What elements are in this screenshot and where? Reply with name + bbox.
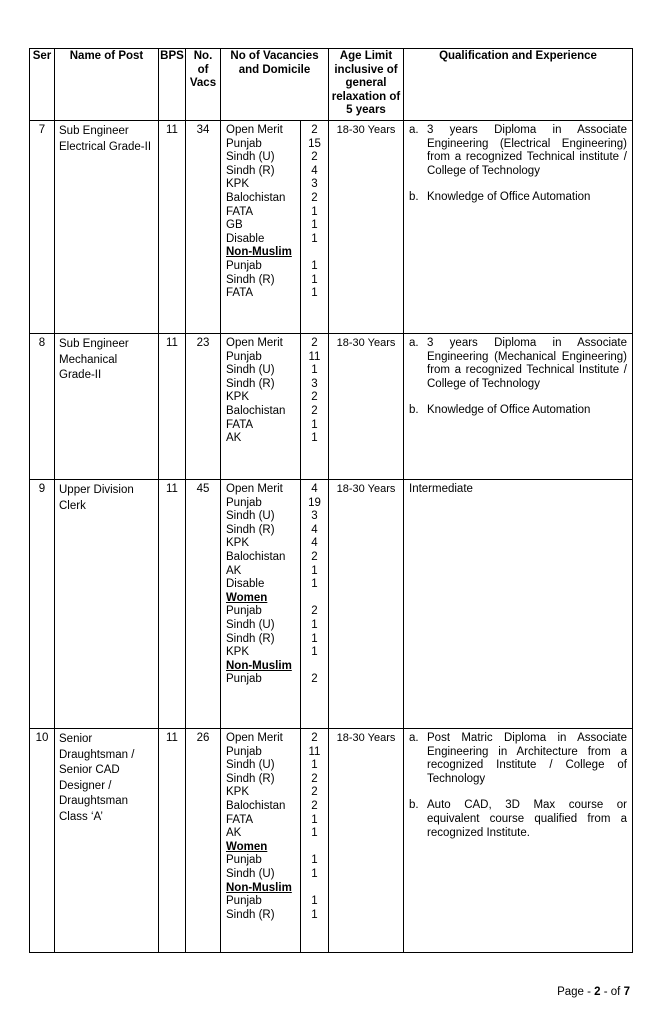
domicile-count: [301, 246, 328, 260]
domicile-cell: [221, 121, 329, 334]
domicile-label: Sindh (U): [226, 618, 275, 631]
domicile-label: KPK: [226, 646, 250, 659]
domicile-label: Balochistan: [226, 404, 286, 417]
domicile-label: Punjab: [226, 496, 262, 509]
domicile-count: 1: [311, 432, 318, 445]
domicile-label: Sindh (U): [226, 759, 275, 772]
domicile-label: Sindh (R): [226, 908, 275, 921]
vacs-cell: 23: [186, 334, 221, 480]
domicile-label: Punjab: [226, 350, 262, 363]
domicile-count: 1: [311, 578, 318, 591]
qualification-marker: a.: [409, 337, 419, 349]
domicile-label: Punjab: [226, 673, 262, 686]
domicile-count: 3: [311, 510, 318, 523]
bps-cell: 11: [159, 121, 186, 334]
ser-cell: 7: [30, 121, 55, 334]
domicile-label: Sindh (U): [226, 510, 275, 523]
qualification-text: Auto CAD, 3D Max course or equivalent course qualified from a recognized Institute.: [427, 799, 627, 839]
header-domicile: No of Vacancies and Domicile: [221, 49, 329, 121]
domicile-count: 3: [311, 377, 318, 390]
age-limit-cell: 18-30 Years: [329, 121, 404, 334]
bps-cell: 11: [159, 729, 186, 953]
domicile-label: Punjab: [226, 745, 262, 758]
domicile-label: KPK: [226, 178, 250, 191]
qualification-text: Intermediate: [409, 483, 473, 495]
domicile-label: Punjab: [226, 854, 262, 867]
qualification-marker: b.: [409, 799, 419, 812]
domicile-count: 1: [311, 219, 318, 232]
domicile-count: 2: [311, 732, 318, 744]
vacs-cell: 26: [186, 729, 221, 953]
domicile-label: GB: [226, 219, 243, 232]
domicile-label: KPK: [226, 537, 250, 550]
ser-cell: 10: [30, 729, 55, 953]
domicile-count: 4: [311, 523, 318, 536]
domicile-count: 1: [311, 618, 318, 631]
domicile-label: Open Merit: [226, 732, 283, 744]
domicile-label: Punjab: [226, 605, 262, 618]
domicile-label: Balochistan: [226, 550, 286, 563]
domicile-label: Sindh (U): [226, 364, 275, 377]
qualification-item: [409, 483, 627, 497]
post-name-cell: Sub Engineer Electrical Grade-II: [55, 121, 159, 334]
vacancies-table: [29, 48, 633, 953]
domicile-label: Sindh (R): [226, 772, 275, 785]
header-bps: BPS: [159, 49, 186, 121]
domicile-count: 1: [311, 759, 318, 772]
domicile-group-header: Non-Muslim: [226, 659, 292, 672]
domicile-count: 1: [311, 232, 318, 245]
qualification-text: Post Matric Diploma in Associate Engineering in Architecture from a recognized Institute / College of Technology: [427, 732, 627, 785]
domicile-label: Balochistan: [226, 799, 286, 812]
domicile-count: 2: [311, 404, 318, 417]
domicile-cell: [221, 729, 329, 953]
domicile-group-header: Women: [226, 591, 268, 604]
table-row: [30, 121, 633, 334]
domicile-count: 1: [311, 564, 318, 577]
domicile-label: Punjab: [226, 259, 262, 272]
domicile-count: 15: [308, 137, 321, 150]
page-current: 2: [594, 986, 601, 998]
qualification-item: [409, 337, 627, 391]
qualification-marker: b.: [409, 191, 419, 204]
domicile-count: 4: [311, 537, 318, 550]
domicile-count: 2: [311, 772, 318, 785]
ser-cell: 9: [30, 480, 55, 729]
domicile-label: AK: [226, 432, 242, 445]
qualification-cell: [404, 729, 633, 953]
domicile-label: KPK: [226, 786, 250, 799]
domicile-count: 1: [311, 287, 318, 300]
qualification-item: [409, 799, 627, 840]
domicile-label: FATA: [226, 813, 254, 826]
qualification-text: Knowledge of Office Automation: [427, 404, 591, 417]
domicile-label: Sindh (U): [226, 867, 275, 880]
domicile-count: 2: [311, 673, 318, 686]
domicile-label: Sindh (U): [226, 151, 275, 164]
qualification-text: Knowledge of Office Automation: [427, 191, 591, 204]
post-name-cell: Upper Division Clerk: [55, 480, 159, 729]
ser-cell: 8: [30, 334, 55, 480]
domicile-count: 1: [311, 418, 318, 431]
qualification-marker: b.: [409, 404, 419, 417]
domicile-label: AK: [226, 564, 242, 577]
qualification-cell: [404, 334, 633, 480]
domicile-count: [301, 841, 328, 855]
domicile-cell: [221, 480, 329, 729]
header-age: Age Limit inclusive of general relaxation of 5 years: [329, 49, 404, 121]
qualification-item: [409, 732, 627, 786]
domicile-count: 1: [311, 867, 318, 880]
domicile-count: 2: [311, 605, 318, 618]
domicile-label: Open Merit: [226, 124, 283, 136]
vacs-cell: 45: [186, 480, 221, 729]
domicile-label: KPK: [226, 391, 250, 404]
domicile-count: 19: [308, 496, 321, 509]
domicile-label: FATA: [226, 287, 254, 300]
domicile-label: Disable: [226, 232, 265, 245]
domicile-count: 1: [311, 908, 318, 921]
age-limit-cell: 18-30 Years: [329, 334, 404, 480]
domicile-count: [301, 882, 328, 896]
table-row: [30, 480, 633, 729]
domicile-label: Sindh (R): [226, 273, 275, 286]
vacs-cell: 34: [186, 121, 221, 334]
qualification-cell: [404, 480, 633, 729]
domicile-count: 1: [311, 854, 318, 867]
domicile-count: 2: [311, 124, 318, 136]
header-qualification: Qualification and Experience: [404, 49, 633, 121]
domicile-count: 1: [311, 259, 318, 272]
qualification-text: 3 years Diploma in Associate Engineering (Mechanical Engineering) from a recognized Technical Institute / College of Technology: [427, 337, 627, 390]
qualification-marker: a.: [409, 732, 419, 744]
domicile-count: 1: [311, 813, 318, 826]
domicile-label: Sindh (R): [226, 523, 275, 536]
page-of: - of: [603, 986, 621, 998]
domicile-label: Open Merit: [226, 483, 283, 495]
domicile-count: 1: [311, 646, 318, 659]
domicile-count: 2: [311, 337, 318, 349]
domicile-count: 1: [311, 632, 318, 645]
domicile-group-header: Women: [226, 840, 268, 853]
domicile-group-header: Non-Muslim: [226, 246, 292, 259]
domicile-count: 1: [311, 895, 318, 908]
qualification-item: [409, 404, 627, 418]
domicile-label: Sindh (R): [226, 632, 275, 645]
header-ser: Ser: [30, 49, 55, 121]
domicile-count: 1: [311, 364, 318, 377]
domicile-label: Disable: [226, 578, 265, 591]
bps-cell: 11: [159, 480, 186, 729]
header-name: Name of Post: [55, 49, 159, 121]
domicile-count: 4: [311, 164, 318, 177]
domicile-count: 2: [311, 799, 318, 812]
domicile-count: 11: [308, 745, 321, 758]
domicile-count: 3: [311, 178, 318, 191]
table-row: [30, 729, 633, 953]
qualification-text: 3 years Diploma in Associate Engineering (Electrical Engineering) from a recognized Technical institute / College of Technology: [427, 124, 627, 177]
qualification-cell: [404, 121, 633, 334]
domicile-count: 1: [311, 205, 318, 218]
domicile-group-header: Non-Muslim: [226, 881, 292, 894]
domicile-label: Punjab: [226, 137, 262, 150]
age-limit-cell: 18-30 Years: [329, 480, 404, 729]
page-label: Page -: [557, 986, 591, 998]
domicile-label: FATA: [226, 205, 254, 218]
age-limit-cell: 18-30 Years: [329, 729, 404, 953]
domicile-count: 2: [311, 191, 318, 204]
domicile-count: 2: [311, 550, 318, 563]
qualification-marker: a.: [409, 124, 419, 136]
domicile-count: 1: [311, 827, 318, 840]
domicile-cell: [221, 334, 329, 480]
domicile-count: 11: [308, 350, 321, 363]
domicile-count: 2: [311, 391, 318, 404]
page-footer: [557, 986, 630, 998]
table-row: [30, 334, 633, 480]
domicile-label: FATA: [226, 418, 254, 431]
domicile-count: [301, 660, 328, 674]
qualification-item: [409, 124, 627, 178]
domicile-count: [301, 592, 328, 606]
domicile-label: Sindh (R): [226, 164, 275, 177]
domicile-count: 2: [311, 786, 318, 799]
header-vacs: No. of Vacs: [186, 49, 221, 121]
post-name-cell: Sub Engineer Mechanical Grade-II: [55, 334, 159, 480]
post-name-cell: Senior Draughtsman / Senior CAD Designer / Draughtsman Class ‘A’: [55, 729, 159, 953]
domicile-label: Punjab: [226, 895, 262, 908]
qualification-item: [409, 191, 627, 205]
domicile-count: 4: [311, 483, 318, 495]
bps-cell: 11: [159, 334, 186, 480]
domicile-label: Open Merit: [226, 337, 283, 349]
domicile-label: Sindh (R): [226, 377, 275, 390]
domicile-count: 1: [311, 273, 318, 286]
header-row: [30, 49, 633, 121]
domicile-label: Balochistan: [226, 191, 286, 204]
page-total: 7: [623, 986, 630, 998]
domicile-count: 2: [311, 151, 318, 164]
domicile-label: AK: [226, 827, 242, 840]
